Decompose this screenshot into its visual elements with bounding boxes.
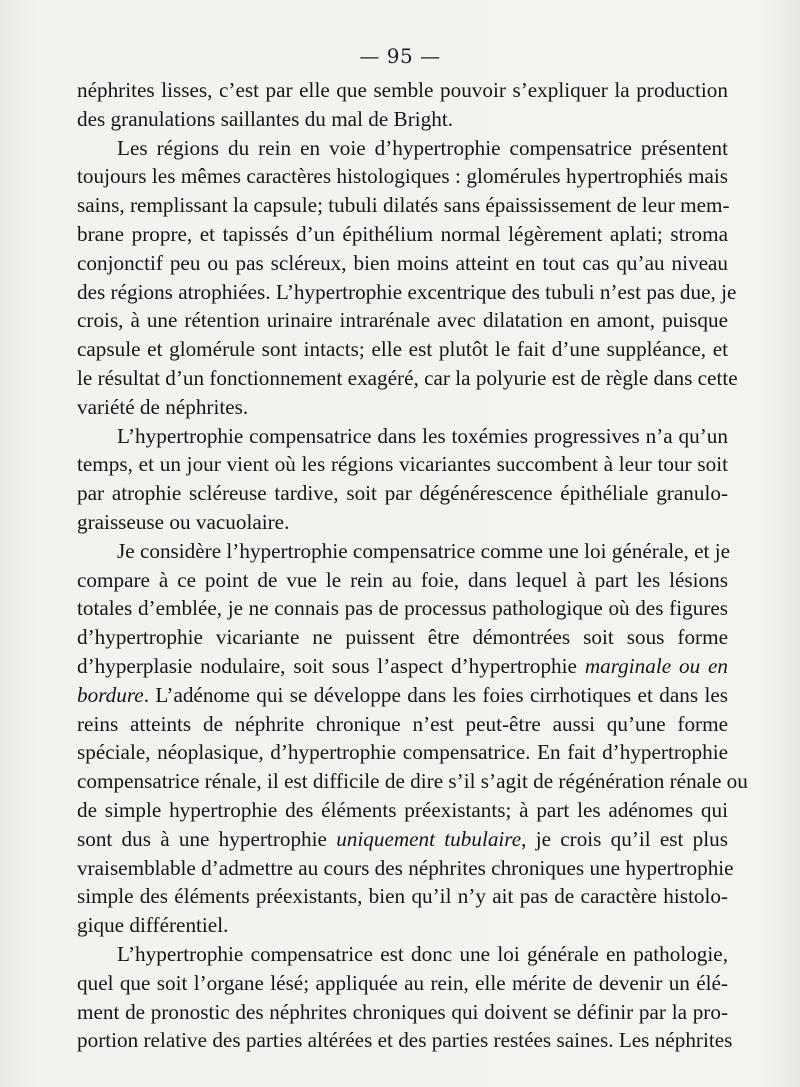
text-line: totales d’emblée, je ne connais pas de processus pathologique où des figures (77, 596, 728, 621)
paragraph (77, 537, 748, 940)
text-line: simple des éléments préexistants, bien qu’il n’y ait pas de caractère histolo- (77, 884, 728, 909)
italic-text: marginale ou en (584, 653, 729, 678)
text-fragment: . L’adénome qui se développe dans les foies cirrhotiques et dans les (143, 682, 728, 707)
text-line: compare à ce point de vue le rein au foie, dans lequel à part les lésions (77, 567, 728, 592)
text-line: le résultat d’un fonctionnement exagéré, car la polyurie est de règle dans cette (77, 365, 738, 390)
text-line: vraisemblable d’admettre au cours des néphrites chroniques une hypertrophie (77, 855, 734, 880)
paragraph (77, 76, 728, 134)
italic-text: bordure (77, 682, 144, 707)
text-line (77, 681, 728, 710)
text-line: portion relative des parties altérées et des parties restées saines. Les néphrites (77, 1028, 733, 1053)
text-line: des granulations saillantes du mal de Bright. (77, 106, 454, 131)
text-line (77, 652, 728, 681)
text-line: d’hypertrophie vicariante ne puissent être démontrées soit sous forme (77, 625, 728, 650)
paragraph (77, 940, 733, 1055)
page-number: — 95 — (359, 44, 441, 68)
text-line: reins atteints de néphrite chronique n’est peut-être aussi qu’une forme (77, 711, 728, 736)
text-line: de simple hypertrophie des éléments préexistants; à part les adénomes qui (77, 797, 728, 822)
text-line: spéciale, néoplasique, d’hypertrophie compensatrice. En fait d’hypertrophie (77, 740, 728, 765)
text-line: toujours les mêmes caractères histologiques : glomérules hypertrophiés mais (77, 164, 728, 189)
text-line: par atrophie scléreuse tardive, soit par dégénérescence épithéliale granulo- (77, 481, 728, 506)
text-line: des régions atrophiées. L’hypertrophie excentrique des tubuli n’est pas due, je (77, 279, 737, 304)
text-line: Je considère l’hypertrophie compensatrice comme une loi générale, et je (117, 538, 730, 563)
text-line (77, 825, 728, 854)
text-line: Les régions du rein en voie d’hypertrophie compensatrice présentent (117, 135, 728, 160)
text-fragment: d’hyperplasie nodulaire, soit sous l’aspect d’hypertrophie (77, 653, 577, 678)
text-line: capsule et glomérule sont intacts; elle est plutôt le fait d’une suppléance, et (77, 337, 728, 362)
text-line: graisseuse ou vacuolaire. (77, 509, 290, 534)
text-line: compensatrice rénale, il est difficile de dire s’il s’agit de régénération rénale ou (77, 769, 748, 794)
text-line: variété de néphrites. (77, 394, 249, 419)
text-line: conjonctif peu ou pas scléreux, bien moins atteint en tout cas qu’au niveau (77, 250, 728, 275)
text-line: L’hypertrophie compensatrice est donc une loi générale en pathologie, (117, 941, 728, 966)
paragraph (77, 422, 728, 537)
text-line: temps, et un jour vient où les régions vicariantes succombent à leur tour soit (77, 452, 728, 477)
text-line: crois, à une rétention urinaire intrarénale avec dilatation en amont, puisque (77, 308, 728, 333)
italic-text: uniquement tubulaire (336, 826, 522, 851)
text-line: néphrites lisses, c’est par elle que semble pouvoir s’expliquer la production (77, 78, 728, 102)
text-fragment: sont dus à une hypertrophie (77, 826, 327, 851)
text-line: gique différentiel. (77, 913, 229, 938)
text-fragment: , je crois qu’il est plus (521, 826, 728, 851)
text-line: brane propre, et tapissés d’un épithélium normal légèrement aplati; stroma (77, 221, 728, 246)
paragraph (77, 134, 738, 422)
text-line: ment de pronostic des néphrites chroniques qui doivent se définir par la pro- (77, 999, 728, 1024)
text-line: quel que soit l’organe lésé; appliquée au rein, elle mérite de devenir un élé- (77, 970, 728, 995)
text-line: L’hypertrophie compensatrice dans les toxémies progressives n’a qu’un (117, 423, 728, 448)
body-text (77, 76, 748, 1055)
text-line: sains, remplissant la capsule; tubuli dilatés sans épaississement de leur mem- (77, 193, 730, 218)
